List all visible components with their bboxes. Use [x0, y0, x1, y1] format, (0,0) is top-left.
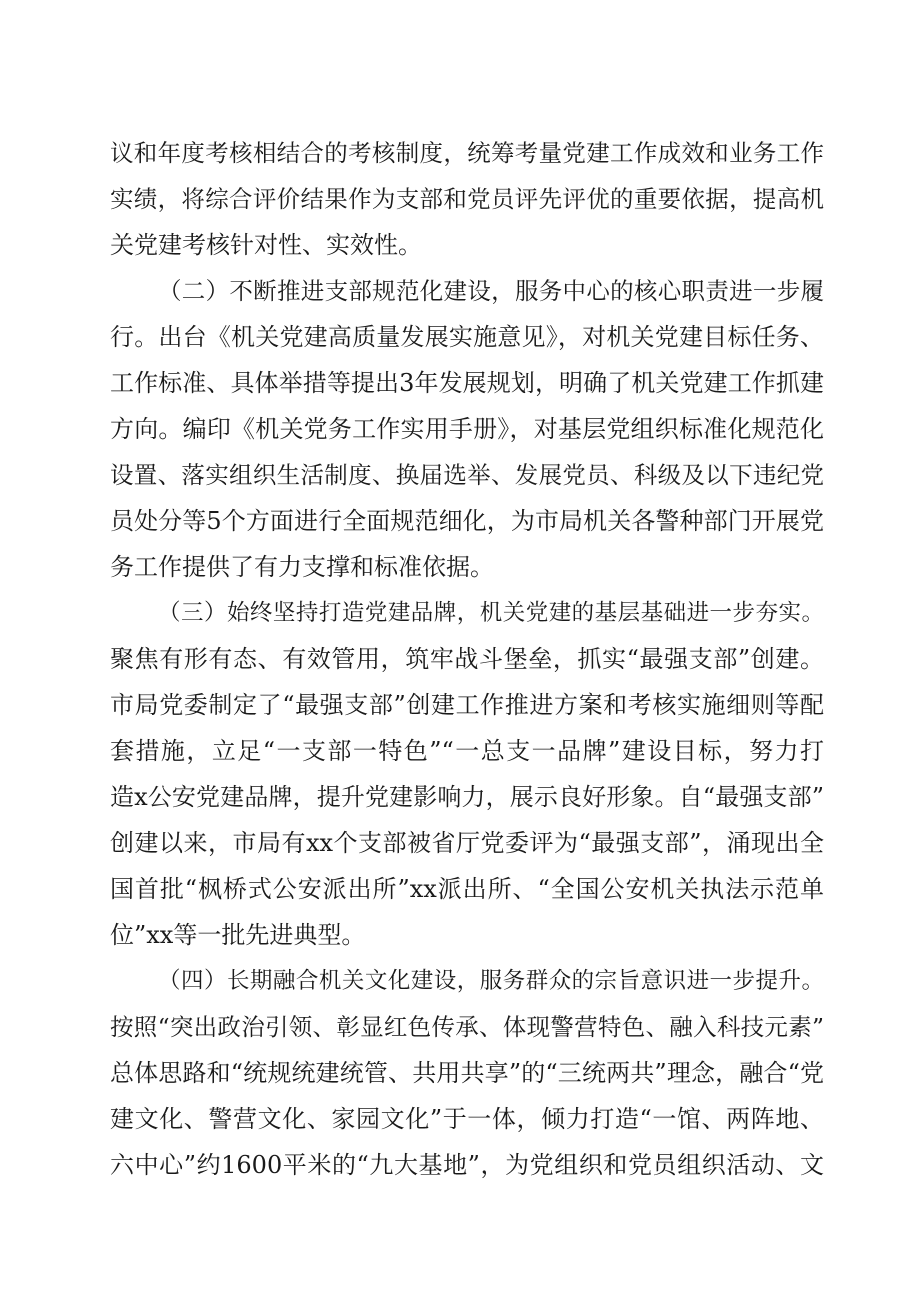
- text-line: （二）不断推进支部规范化建设，服务中心的核心职责进一步履: [158, 277, 824, 305]
- text-line: 位”xx等一批先进典型。: [110, 921, 366, 949]
- text-line: 方向。编印《机关党务工作实用手册》，对基层党组织标准化规范化: [110, 415, 824, 443]
- text-line: 关党建考核针对性、实效性。: [110, 231, 422, 259]
- text-line: 员处分等5个方面进行全面规范细化，为市局机关各警种部门开展党: [110, 507, 824, 535]
- text-line: 务工作提供了有力支撑和标准依据。: [110, 553, 494, 581]
- text-line: 议和年度考核相结合的考核制度，统筹考量党建工作成效和业务工作: [110, 139, 824, 167]
- paragraph-1: [110, 130, 824, 268]
- document-body: [110, 130, 824, 1188]
- text-line: 设置、落实组织生活制度、换届选举、发展党员、科级及以下违纪党: [110, 461, 824, 489]
- text-line: 实绩，将综合评价结果作为支部和党员评先评优的重要依据，提高机: [110, 185, 824, 213]
- paragraph-3: [110, 590, 824, 958]
- text-line: 聚焦有形有态、有效管用，筑牢战斗堡垒，抓实“最强支部”创建。: [110, 645, 824, 673]
- text-line: 工作标准、具体举措等提出3年发展规划，明确了机关党建工作抓建: [110, 369, 824, 397]
- text-line: 创建以来，市局有xx个支部被省厅党委评为“最强支部”，涌现出全: [110, 829, 824, 857]
- text-line: 套措施，立足“一支部一特色”“一总支一品牌”建设目标，努力打: [110, 737, 824, 765]
- text-line: 造x公安党建品牌，提升党建影响力，展示良好形象。自“最强支部”: [110, 783, 824, 811]
- text-line: 六中心”约1600平米的“九大基地”，为党组织和党员组织活动、文: [110, 1151, 824, 1179]
- text-line: 行。出台《机关党建高质量发展实施意见》，对机关党建目标任务、: [110, 323, 824, 351]
- text-line: （四）长期融合机关文化建设，服务群众的宗旨意识进一步提升。: [158, 968, 824, 994]
- text-line: 市局党委制定了“最强支部”创建工作推进方案和考核实施细则等配: [110, 691, 824, 719]
- text-line: 建文化、警营文化、家园文化”于一体，倾力打造“一馆、两阵地、: [110, 1105, 824, 1133]
- paragraph-2: [110, 268, 824, 590]
- text-line: 国首批“枫桥式公安派出所”xx派出所、“全国公安机关执法示范单: [110, 875, 824, 903]
- text-line: （三）始终坚持打造党建品牌，机关党建的基层基础进一步夯实。: [158, 600, 824, 626]
- text-line: 总体思路和“统规统建统管、共用共享”的“三统两共”理念，融合“党: [110, 1059, 824, 1087]
- text-line: 按照“突出政治引领、彰显红色传承、体现警营特色、融入科技元素”: [110, 1013, 824, 1041]
- paragraph-4: [110, 958, 824, 1188]
